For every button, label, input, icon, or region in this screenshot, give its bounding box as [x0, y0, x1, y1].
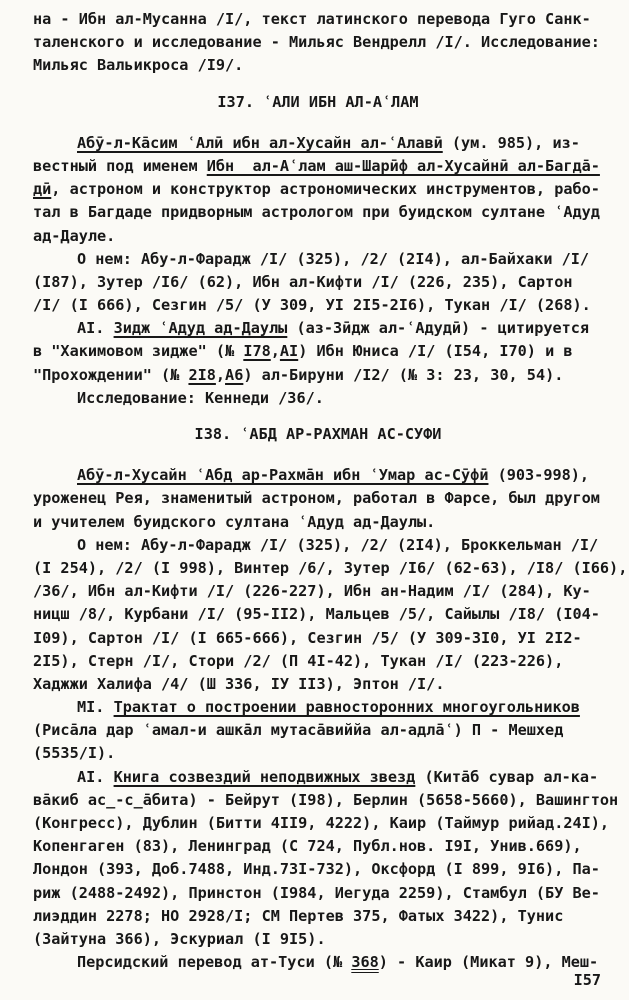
- text-line: [33, 742, 603, 765]
- paragraph: [33, 317, 603, 387]
- text-line: [33, 271, 603, 294]
- page-number: I57: [573, 971, 601, 989]
- paragraph: [33, 464, 603, 534]
- text-run: (аз-Зӣдж ал-ʿАдудӣ) - цитируется: [287, 319, 590, 338]
- text-line: [33, 696, 603, 719]
- underlined-text: Зидж ʿАдуд ад-Даулы: [113, 319, 288, 338]
- paragraph: [33, 534, 628, 696]
- text-line: [33, 387, 603, 410]
- text-run: О нем: Абу-л-Фарадж /I/ (325), /2/ (2I4), Броккельман /I/: [77, 535, 599, 554]
- paragraph: [33, 8, 603, 78]
- text-run: ,: [215, 365, 226, 384]
- text-line: [33, 464, 603, 487]
- text-run: О нем: Абу-л-Фарадж /I/ (325), /2/ (2I4), ал-Байхаки /I/: [77, 249, 590, 268]
- text-line: [33, 928, 603, 951]
- text-line: [33, 603, 603, 626]
- text-run: Лондон (393, Доб.7488, Инд.73I-732), Оксфорд (I 899, 9I6), Па-: [33, 860, 600, 879]
- text-line: [33, 627, 603, 650]
- paragraph: [33, 766, 619, 952]
- text-run: риж (2488-2492), Принстон (I984, Иегуда 2259), Стамбул (БУ Ве-: [33, 883, 600, 902]
- paragraph: [33, 951, 603, 974]
- text-line: [33, 294, 603, 317]
- text-run: ,: [270, 342, 280, 361]
- underlined-text: Трактат о построении равносторонних многоугольников: [113, 698, 580, 717]
- text-line: [33, 178, 603, 201]
- text-line: [33, 201, 603, 224]
- text-line: [33, 882, 603, 905]
- text-run: "Прохождении" (№: [33, 365, 189, 384]
- text-run: (Риса̄ла дар ʿамал-и ашка̄л мутаса̄виййа ал-адла̄ʿ) П - Мешхед: [33, 721, 564, 740]
- underlined-text: А6: [225, 365, 244, 384]
- text-line: [33, 905, 603, 928]
- text-run: ва̄киб ас̲-с̲а̄бита) - Бейрут (I98), Берлин (5658-5660), Вашингтон: [33, 790, 619, 809]
- text-run: в "Хакимовом зидже" (№: [33, 342, 244, 361]
- text-run: на - Ибн ал-Мусанна /I/, текст латинского перевода Гуго Санк-: [33, 10, 591, 28]
- text-line: [33, 557, 628, 580]
- underlined-text: Ибн ал-Аʿлам аш-Шарӣф ал-Хусайнӣ ал-Багда̄-: [206, 156, 600, 175]
- text-run: Хаджжи Халифа /4/ (Ш 336, IУ II3), Эптон /I/.: [33, 674, 445, 693]
- text-run: ) Ибн Юниса /I/ (I54, I70) и в: [298, 342, 573, 361]
- text-run: (5535/I).: [33, 744, 116, 763]
- text-run: I09), Сартон /I/ (I 665-666), Сезгин /5/ (У 309-3I0, УI 2I2-: [33, 628, 582, 647]
- text-run: тал в Багдаде придворным астрологом при буидском султане ʿАдуд: [33, 203, 600, 222]
- paragraph: [33, 387, 603, 410]
- text-run: , астроном и конструктор астрономических инструментов, рабо-: [51, 180, 600, 199]
- text-line: [33, 340, 603, 363]
- text-run: 2I5), Стерн /I/, Стори /2/ (П 4I-42), Тукан /I/ (223-226),: [33, 651, 564, 670]
- text-line: [33, 364, 603, 387]
- text-line: [33, 951, 603, 974]
- text-line: [33, 719, 603, 742]
- text-run: вестный под именем: [33, 156, 207, 175]
- text-line: [33, 225, 603, 248]
- paragraph: [33, 132, 603, 248]
- text-line: [33, 789, 619, 812]
- underlined-text: 368: [351, 953, 379, 972]
- text-run: (Зайтуна 366), Эскуриал (I 9I5).: [33, 929, 326, 948]
- text-run: АI.: [77, 767, 114, 786]
- text-run: Исследование: Кеннеди /36/.: [77, 388, 324, 407]
- text-run: ) - Каир (Микат 9), Меш-: [378, 953, 599, 972]
- underlined-text: 2I8: [188, 365, 216, 384]
- text-run: и учителем буидского султана ʿАдуд ад-Даулы.: [33, 512, 436, 531]
- text-line: [33, 534, 603, 557]
- text-column: [33, 8, 628, 974]
- text-run: таленского и исследование - Мильяс Вендрелл /I/. Исследование:: [33, 33, 600, 52]
- text-run: Копенгаген (83), Ленинград (С 724, Публ.нов. I9I, Унив.669),: [33, 837, 582, 856]
- text-run: (903-998),: [488, 466, 590, 485]
- section-heading: I38. ʿАБД АР-РАХМАН АС-СУФИ: [194, 425, 442, 443]
- text-line: [33, 580, 603, 603]
- text-line: [33, 766, 603, 789]
- text-run: (I87), Зутер /I6/ (62), Ибн ал-Кифти /I/ (226, 235), Сартон: [33, 272, 573, 291]
- text-run: МI.: [77, 698, 114, 717]
- text-run: АI.: [77, 319, 114, 338]
- underlined-text: Абӯ-л-Ка̄сим ʿАлӣ ибн ал-Хусайн ал-ʿАлавӣ: [77, 133, 443, 152]
- text-line: [33, 511, 603, 534]
- text-run: Мильяс Вальикроса /I9/.: [33, 56, 244, 75]
- text-line: [33, 673, 603, 696]
- text-run: /I/ (I 666), Сезгин /5/ (У 309, УI 2I5-2I6), Тукан /I/ (268).: [33, 296, 591, 315]
- text-line: [33, 835, 603, 858]
- text-run: (Кита̄б сувар ал-ка-: [415, 767, 599, 786]
- text-line: [33, 54, 603, 77]
- text-line: [33, 8, 603, 31]
- underlined-text: АI: [279, 342, 299, 361]
- underlined-text: Абӯ-л-Хусайн ʿАбд ар-Рахма̄н ибн ʿУмар ас-Сӯфӣ: [77, 466, 489, 485]
- underlined-text: дӣ: [33, 180, 52, 199]
- text-line: [33, 487, 603, 510]
- text-run: лиэддин 2278; НО 2928/I; СМ Пертев 375, Фатых 3422), Тунис: [33, 906, 564, 925]
- text-line: [33, 317, 603, 340]
- text-run: Персидский перевод ат-Туси (№: [77, 953, 352, 972]
- text-run: ) ал-Бируни /I2/ (№ 3: 23, 30, 54).: [243, 365, 564, 384]
- underlined-text: I78: [243, 342, 271, 361]
- text-run: (Конгресс), Дублин (Битти 4II9, 4222), Каир (Таймур рийад.24I),: [33, 814, 610, 832]
- paragraph: [33, 248, 603, 318]
- text-line: [33, 650, 603, 673]
- underlined-text: Книга созвездий неподвижных звезд: [113, 767, 416, 786]
- paragraph: [33, 696, 603, 766]
- text-run: /36/, Ибн ал-Кифти /I/ (226-227), Ибн ан-Надим /I/ (284), Ку-: [33, 582, 591, 601]
- text-line: [33, 155, 603, 178]
- text-line: [33, 248, 603, 271]
- text-line: [33, 858, 603, 881]
- text-line: [33, 812, 610, 835]
- text-line: [33, 31, 603, 54]
- text-line: [33, 132, 603, 155]
- text-run: уроженец Рея, знаменитый астроном, работал в Фарсе, был другом: [33, 489, 600, 508]
- text-run: ад-Дауле.: [33, 226, 116, 245]
- section-heading: I37. ʿАЛИ ИБН АЛ-АʿЛАМ: [217, 92, 419, 111]
- text-run: (ум. 985), из-: [442, 133, 580, 152]
- text-run: (I 254), /2/ (I 998), Винтер /6/, Зутер /I6/ (62-63), /I8/ (I66),: [33, 558, 628, 577]
- text-run: ницш /8/, Курбани /I/ (95-II2), Мальцев /5/, Сайылы /I8/ (I04-: [33, 605, 600, 624]
